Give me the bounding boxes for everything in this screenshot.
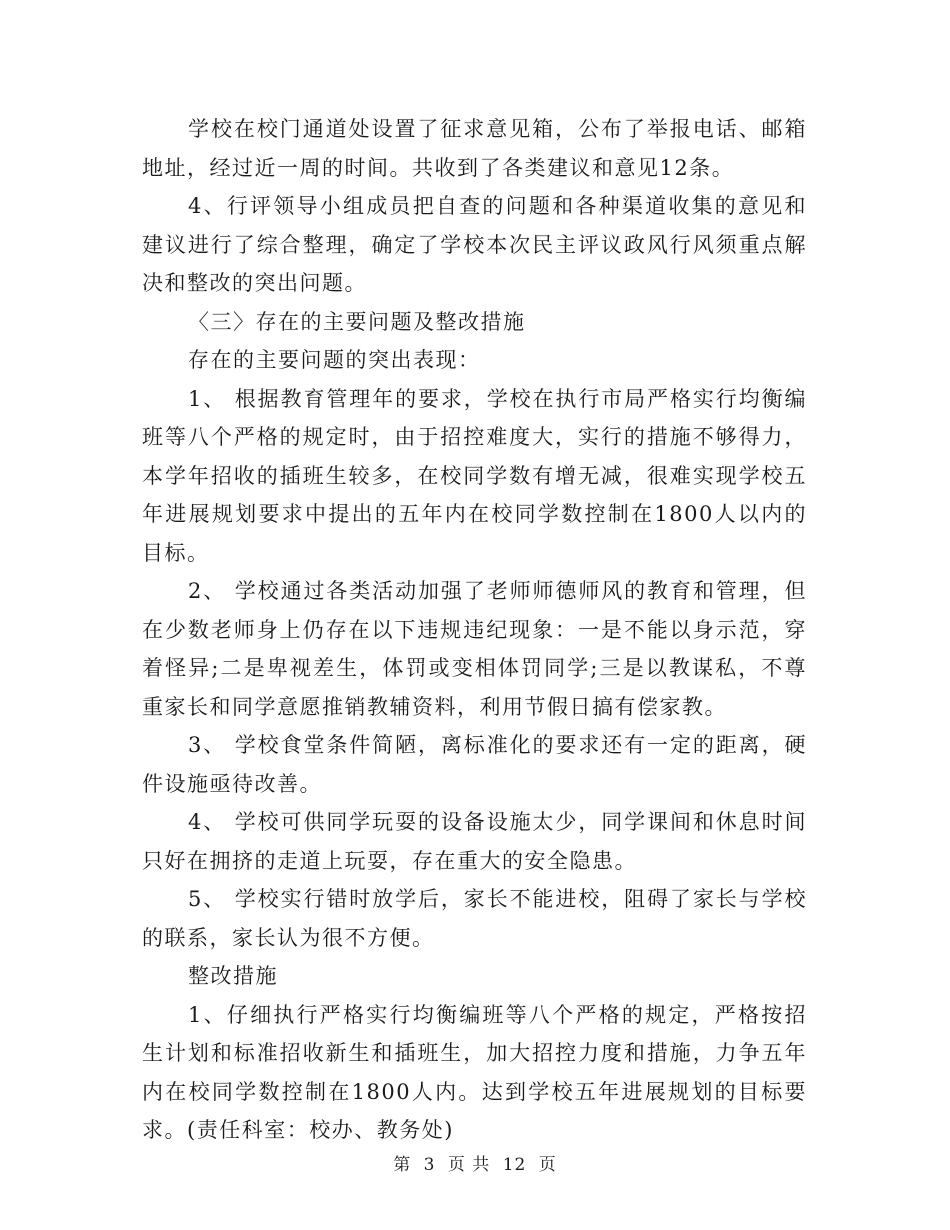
page-number-total: 12 [502,1155,527,1175]
section-heading-problems: 〈三〉存在的主要问题及整改措施 [188,309,526,334]
measure-item-1: 1、仔细执行严格实行均衡编班等八个严格的规定，严格按招生计划和标准招收新生和插班生，加大招控力度和措施，力争五年内在校同学数控制在1800人内。达到学校五年进展规划的目标要求。(责任科室：校办、教务处) [142,1002,807,1142]
page-footer [0,1150,950,1175]
page-number-current: 3 [423,1155,436,1175]
footer-prefix: 第 [393,1155,412,1175]
document-body [142,110,807,1150]
paragraph-item-4-review: 4、行评领导小组成员把自查的问题和各种渠道收集的意见和建议进行了综合整理，确定了学校本次民主评议政风行风须重点解决和整改的突出问题。 [142,194,807,295]
problem-item-3: 3、 学校食堂条件简陋，离标准化的要求还有一定的距离，硬件设施亟待改善。 [142,733,807,796]
problem-item-2: 2、 学校通过各类活动加强了老师师德师风的教育和管理，但在少数老师身上仍存在以下违规违纪现象：一是不能以身示范，穿着怪异;二是卑视差生，体罚或变相体罚同学;三是以教谋私，不尊重家长和同学意愿推销教辅资料，利用节假日搞有偿家教。 [142,579,807,719]
subheading-main-problems: 存在的主要问题的突出表现： [188,348,481,372]
problem-item-1: 1、 根据教育管理年的要求，学校在执行市局严格实行均衡编班等八个严格的规定时，由于招控难度大，实行的措施不够得力，本学年招收的插班生较多，在校同学数有增无减，很难实现学校五年进展规划要求中提出的五年内在校同学数控制在1800人以内的目标。 [142,386,807,565]
paragraph-suggestion-box: 学校在校门通道处设置了征求意见箱，公布了举报电话、邮箱地址，经过近一周的时间。共收到了各类建议和意见12条。 [142,117,807,180]
footer-suffix: 页 [538,1155,557,1175]
subheading-measures: 整改措施 [188,964,278,988]
problem-item-4: 4、 学校可供同学玩耍的设备设施太少，同学课间和休息时间只好在拥挤的走道上玩耍，存在重大的安全隐患。 [142,810,807,873]
problem-item-5: 5、 学校实行错时放学后，家长不能进校，阻碍了家长与学校的联系，家长认为很不方便。 [142,887,807,950]
footer-middle: 页 共 [447,1155,491,1175]
